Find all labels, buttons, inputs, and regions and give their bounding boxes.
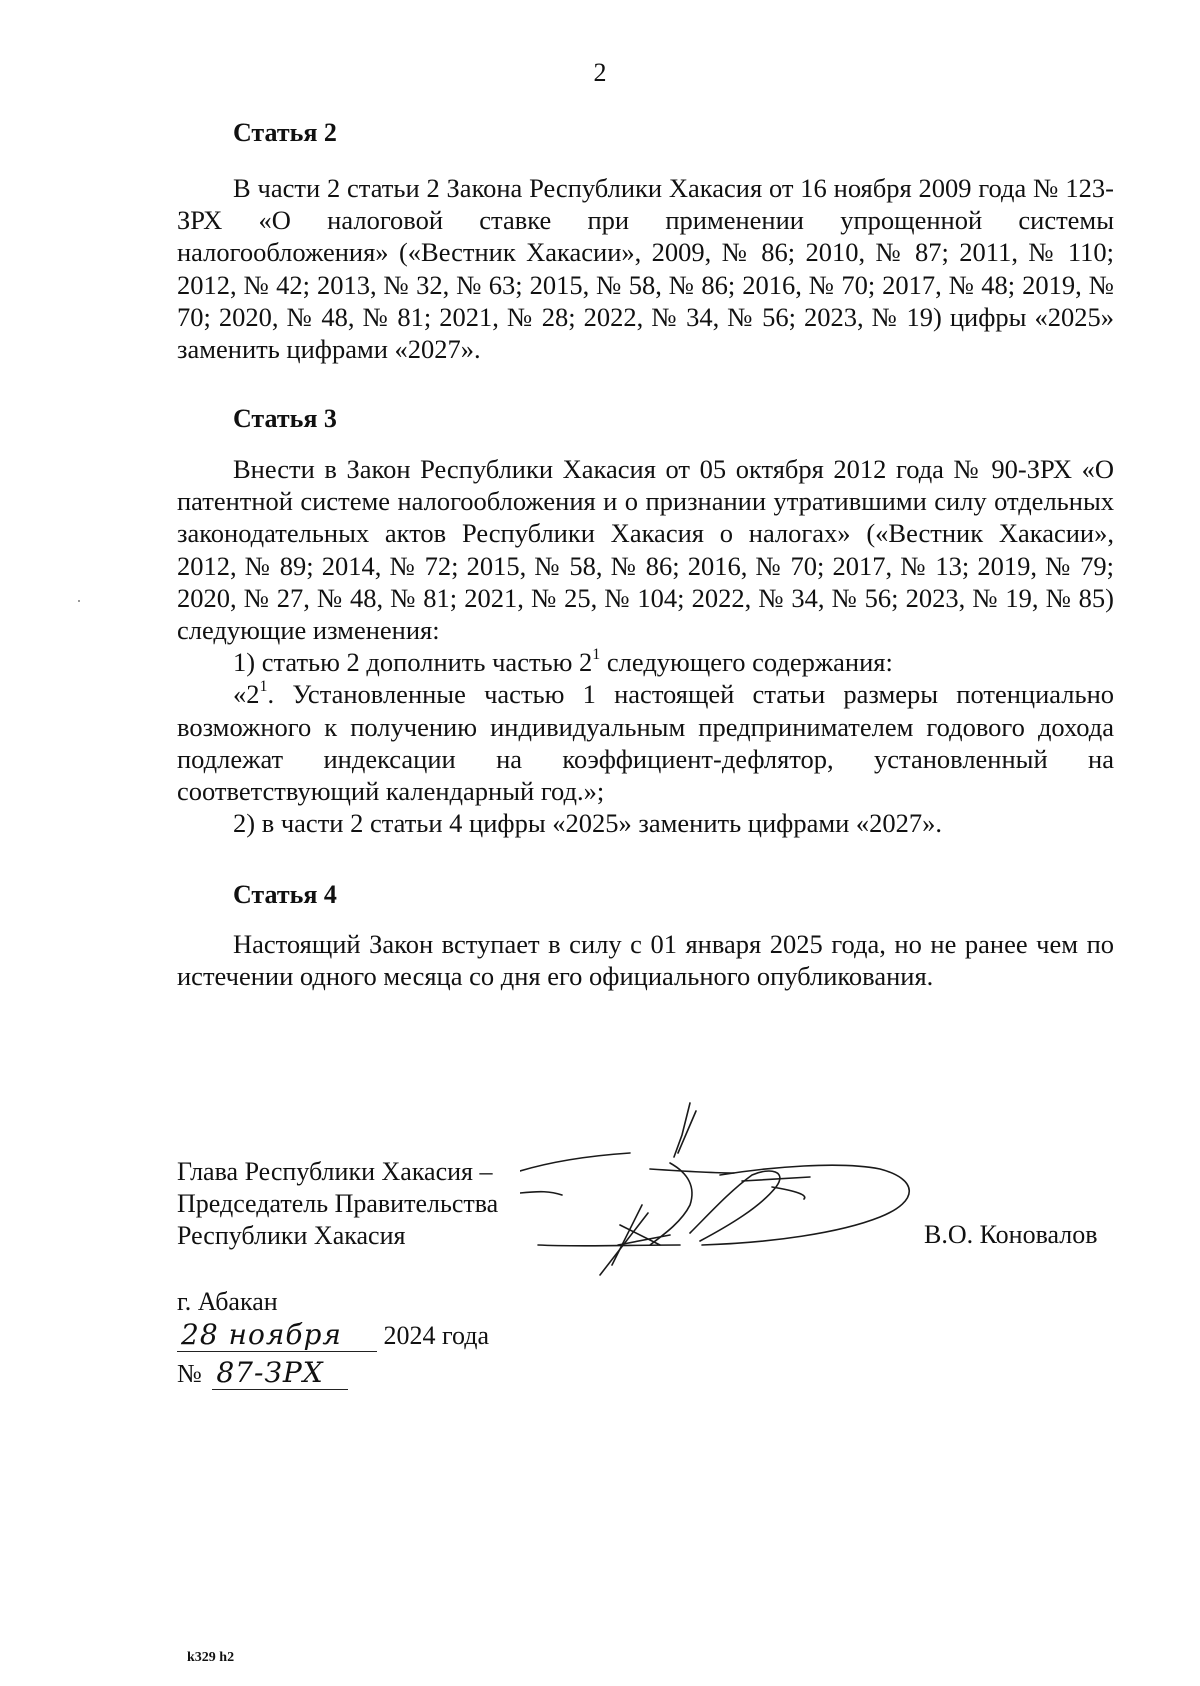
signatory-title — [177, 1156, 498, 1252]
article-3-item-1 — [177, 646, 1114, 678]
article-4-text: Настоящий Закон вступает в силу с 01 января 2025 года, но не ранее чем по истечении одного месяца со дня его официального опубликования. — [177, 929, 1114, 992]
signatory-name: В.О. Коновалов — [924, 1220, 1098, 1249]
handwritten-law-number: 87-ЗРХ — [212, 1356, 348, 1390]
law-number-prefix: № — [177, 1359, 202, 1388]
article-4-heading: Статья 4 — [233, 880, 337, 909]
signatory-title-line-2: Председатель Правительства — [177, 1189, 499, 1218]
article-3-item-2: 2) в части 2 статьи 4 цифры «2025» заменить цифрами «2027». — [233, 808, 943, 839]
article-3-quote — [177, 678, 1114, 807]
article-2-heading: Статья 2 — [233, 118, 337, 147]
item-1-pre: 1) статью 2 дополнить частью 2 — [233, 647, 593, 678]
item-1-superscript: 1 — [592, 646, 601, 664]
article-4-body — [177, 928, 1114, 992]
scan-speck — [78, 600, 80, 602]
handwritten-signature — [520, 1095, 980, 1285]
quote-superscript: 1 — [259, 678, 268, 696]
handwritten-date: 28 ноября — [177, 1318, 377, 1352]
item-1-post: следующего содержания: — [600, 647, 893, 678]
signatory-title-line-1: Глава Республики Хакасия – — [177, 1157, 493, 1186]
quote-pre: «2 — [233, 679, 260, 710]
article-3-heading: Статья 3 — [233, 404, 337, 433]
law-number-line — [177, 1356, 348, 1390]
date-line — [177, 1318, 489, 1352]
quote-text: . Установленные частью 1 настоящей статьи размеры потенциально возможного к получению индивидуальным предпринимателем годового дохода подлежат индексации на коэффициент-дефлятор, установленный на соответствующий календарный год.»; — [177, 679, 1114, 807]
article-3-body — [177, 453, 1114, 839]
page-number: 2 — [593, 58, 607, 87]
date-year: 2024 года — [383, 1321, 490, 1350]
article-2-text: В части 2 статьи 2 Закона Республики Хакасия от 16 ноября 2009 года № 123-ЗРХ «О налоговой ставке при применении упрощенной системы налогообложения» («Вестник Хакасии», 2009, № 86; 2010, № 87; 2011, № 110; 2012, № 42; 2013, № 32, № 63; 2015, № 58, № 86; 2016, № 70; 2017, № 48; 2019, № 70; 2020, № 48, № 81; 2021, № 28; 2022, № 34, № 56; 2023, № 19) цифры «2025» заменить цифрами «2027». — [177, 173, 1114, 365]
footer-code: k329 h2 — [187, 1650, 235, 1665]
signatory-title-line-3: Республики Хакасия — [177, 1221, 406, 1250]
article-2-body — [177, 172, 1114, 365]
place: г. Абакан — [177, 1287, 278, 1316]
article-3-intro: Внести в Закон Республики Хакасия от 05 октября 2012 года № 90-ЗРХ «О патентной системе налогообложения и о признании утратившими силу отдельных законодательных актов Республики Хакасия о налогах» («Вестник Хакасии», 2012, № 89; 2014, № 72; 2015, № 58, № 86; 2016, № 70; 2017, № 13; 2019, № 79; 2020, № 27, № 48, № 81; 2021, № 25, № 104; 2022, № 34, № 56; 2023, № 19, № 85) следующие изменения: — [177, 454, 1114, 646]
